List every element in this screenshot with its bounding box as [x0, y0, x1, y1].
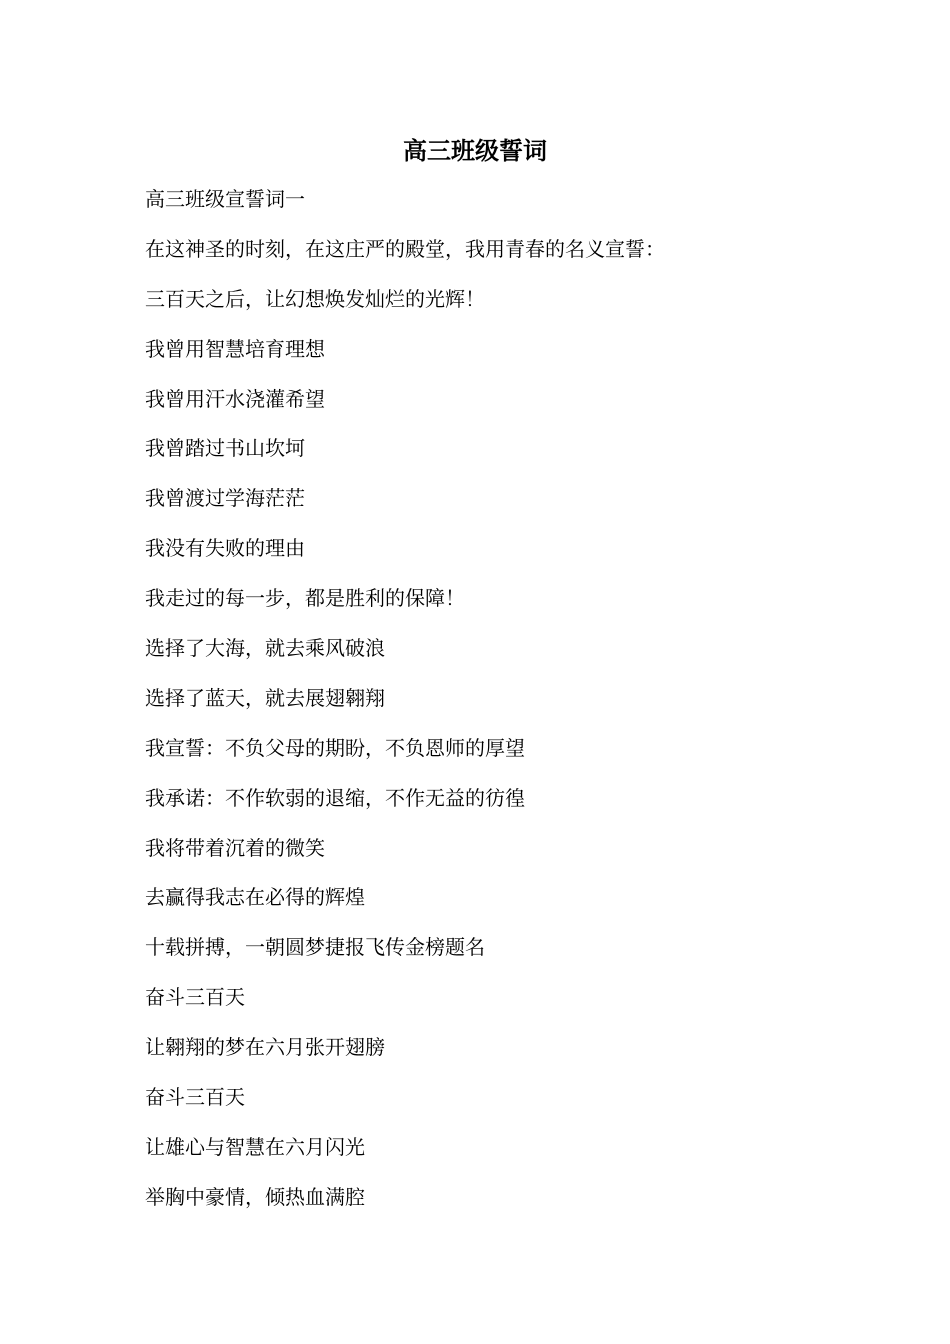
text-line: 我将带着沉着的微笑 [145, 835, 325, 860]
text-line: 去赢得我志在必得的辉煌 [145, 885, 365, 910]
text-line: 举胸中豪情，倾热血满腔 [145, 1184, 365, 1209]
text-line: 十载拼搏，一朝圆梦捷报飞传金榜题名 [145, 935, 485, 960]
text-line: 高三班级宣誓词一 [145, 187, 305, 211]
text-line: 我承诺：不作软弱的退缩，不作无益的彷徨 [145, 785, 525, 810]
text-line: 我曾踏过书山坎坷 [145, 436, 305, 461]
text-line: 让翱翔的梦在六月张开翅膀 [145, 1035, 385, 1060]
document-body [145, 184, 845, 1232]
text-line: 我曾用汗水浇灌希望 [145, 386, 325, 411]
text-line: 让雄心与智慧在六月闪光 [145, 1134, 365, 1159]
text-line: 我曾渡过学海茫茫 [145, 486, 305, 511]
document-title: 高三班级誓词 [403, 136, 547, 165]
text-line: 我宣誓：不负父母的期盼，不负恩师的厚望 [145, 735, 525, 760]
text-line: 选择了蓝天，就去展翅翱翔 [145, 685, 385, 710]
text-line: 我走过的每一步，都是胜利的保障！ [145, 586, 465, 611]
text-line: 奋斗三百天 [145, 1085, 245, 1110]
text-line: 三百天之后，让幻想焕发灿烂的光辉！ [145, 286, 485, 311]
text-line: 我曾用智慧培育理想 [145, 336, 325, 361]
text-line: 我没有失败的理由 [145, 536, 305, 561]
text-line: 选择了大海，就去乘风破浪 [145, 636, 385, 661]
text-line: 在这神圣的时刻，在这庄严的殿堂，我用青春的名义宣誓： [145, 236, 665, 261]
text-line: 奋斗三百天 [145, 985, 245, 1010]
